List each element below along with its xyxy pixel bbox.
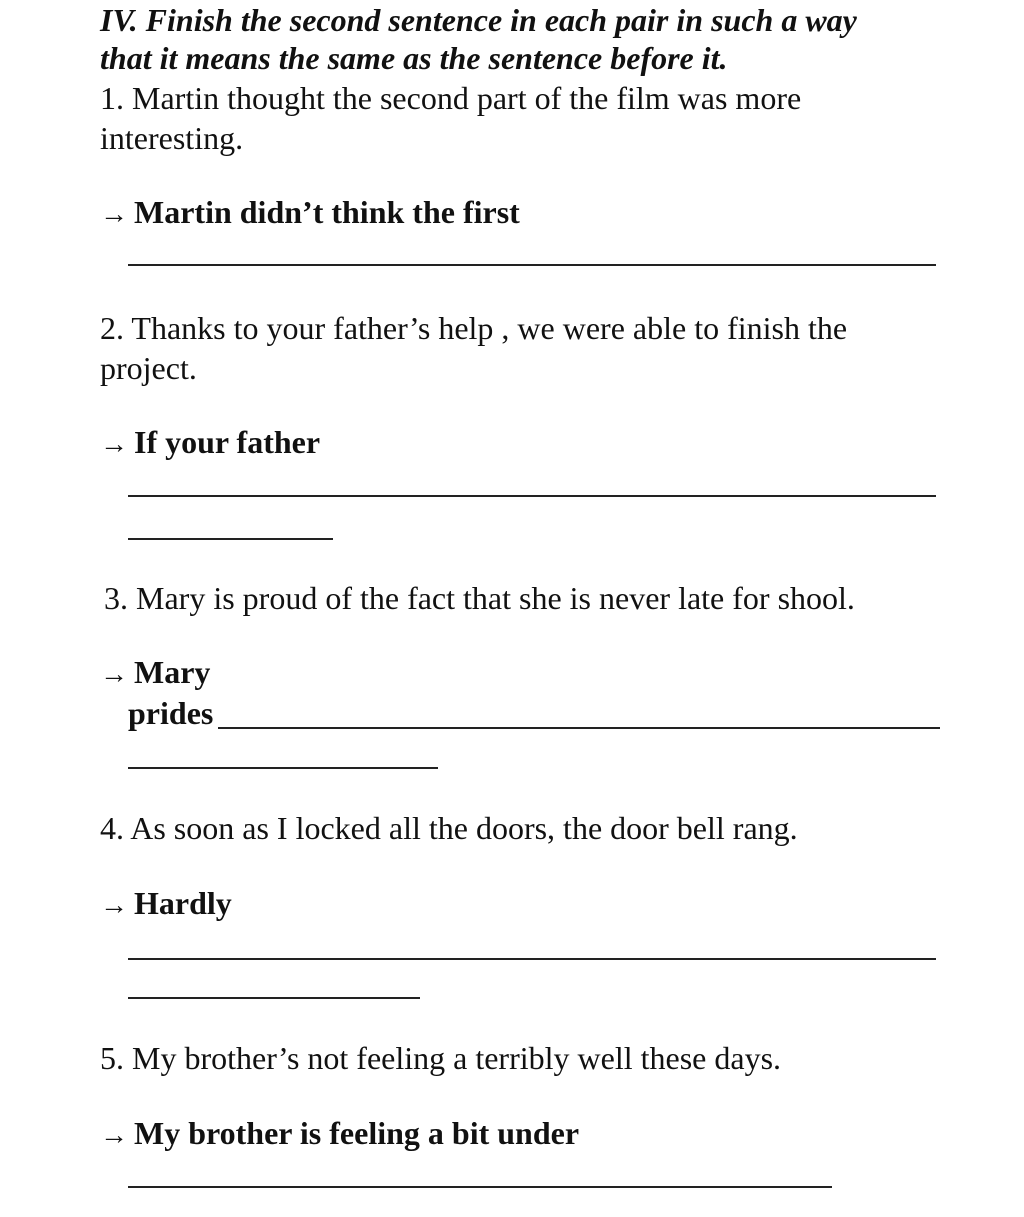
question-3-prompt — [100, 652, 210, 695]
answer-blank-3b[interactable] — [128, 767, 438, 769]
arrow-icon: → — [100, 429, 128, 460]
prompt-text: My brother is feeling a bit under — [134, 1115, 580, 1151]
answer-blank-5[interactable] — [128, 1186, 832, 1188]
prompt-text: Mary — [134, 654, 211, 690]
question-1-prompt — [100, 192, 520, 235]
question-3-prompt-line2: prides — [128, 695, 214, 731]
question-5-prompt — [100, 1113, 579, 1156]
instructions-heading: IV. Finish the second sentence in each pair in such a way — [100, 2, 857, 38]
question-2-text: 2. Thanks to your father’s help , we were able to finish the — [100, 310, 848, 346]
arrow-icon: → — [100, 1120, 128, 1151]
instructions-heading-line2: that it means the same as the sentence before it. — [100, 40, 728, 76]
answer-blank-1[interactable] — [128, 264, 936, 266]
question-4-prompt — [100, 883, 232, 926]
question-4-text: 4. As soon as I locked all the doors, the door bell rang. — [100, 810, 798, 846]
prompt-text: Martin didn’t think the first — [134, 194, 520, 230]
question-3-text: 3. Mary is proud of the fact that she is never late for shool. — [104, 580, 855, 616]
question-1-text-line2: interesting. — [100, 120, 244, 156]
answer-blank-4b[interactable] — [128, 997, 420, 999]
prompt-text: Hardly — [134, 885, 232, 921]
prompt-text: If your father — [134, 424, 321, 460]
answer-blank-4a[interactable] — [128, 958, 936, 960]
question-5-text: 5. My brother’s not feeling a terribly well these days. — [100, 1040, 782, 1076]
question-2-prompt — [100, 422, 320, 465]
answer-blank-2a[interactable] — [128, 495, 936, 497]
arrow-icon: → — [100, 659, 128, 690]
arrow-icon: → — [100, 199, 128, 230]
arrow-icon: → — [100, 890, 128, 921]
answer-blank-2b[interactable] — [128, 538, 333, 540]
question-1-text: 1. Martin thought the second part of the film was more — [100, 80, 802, 116]
answer-blank-3a[interactable] — [218, 727, 940, 729]
question-2-text-line2: project. — [100, 350, 197, 386]
